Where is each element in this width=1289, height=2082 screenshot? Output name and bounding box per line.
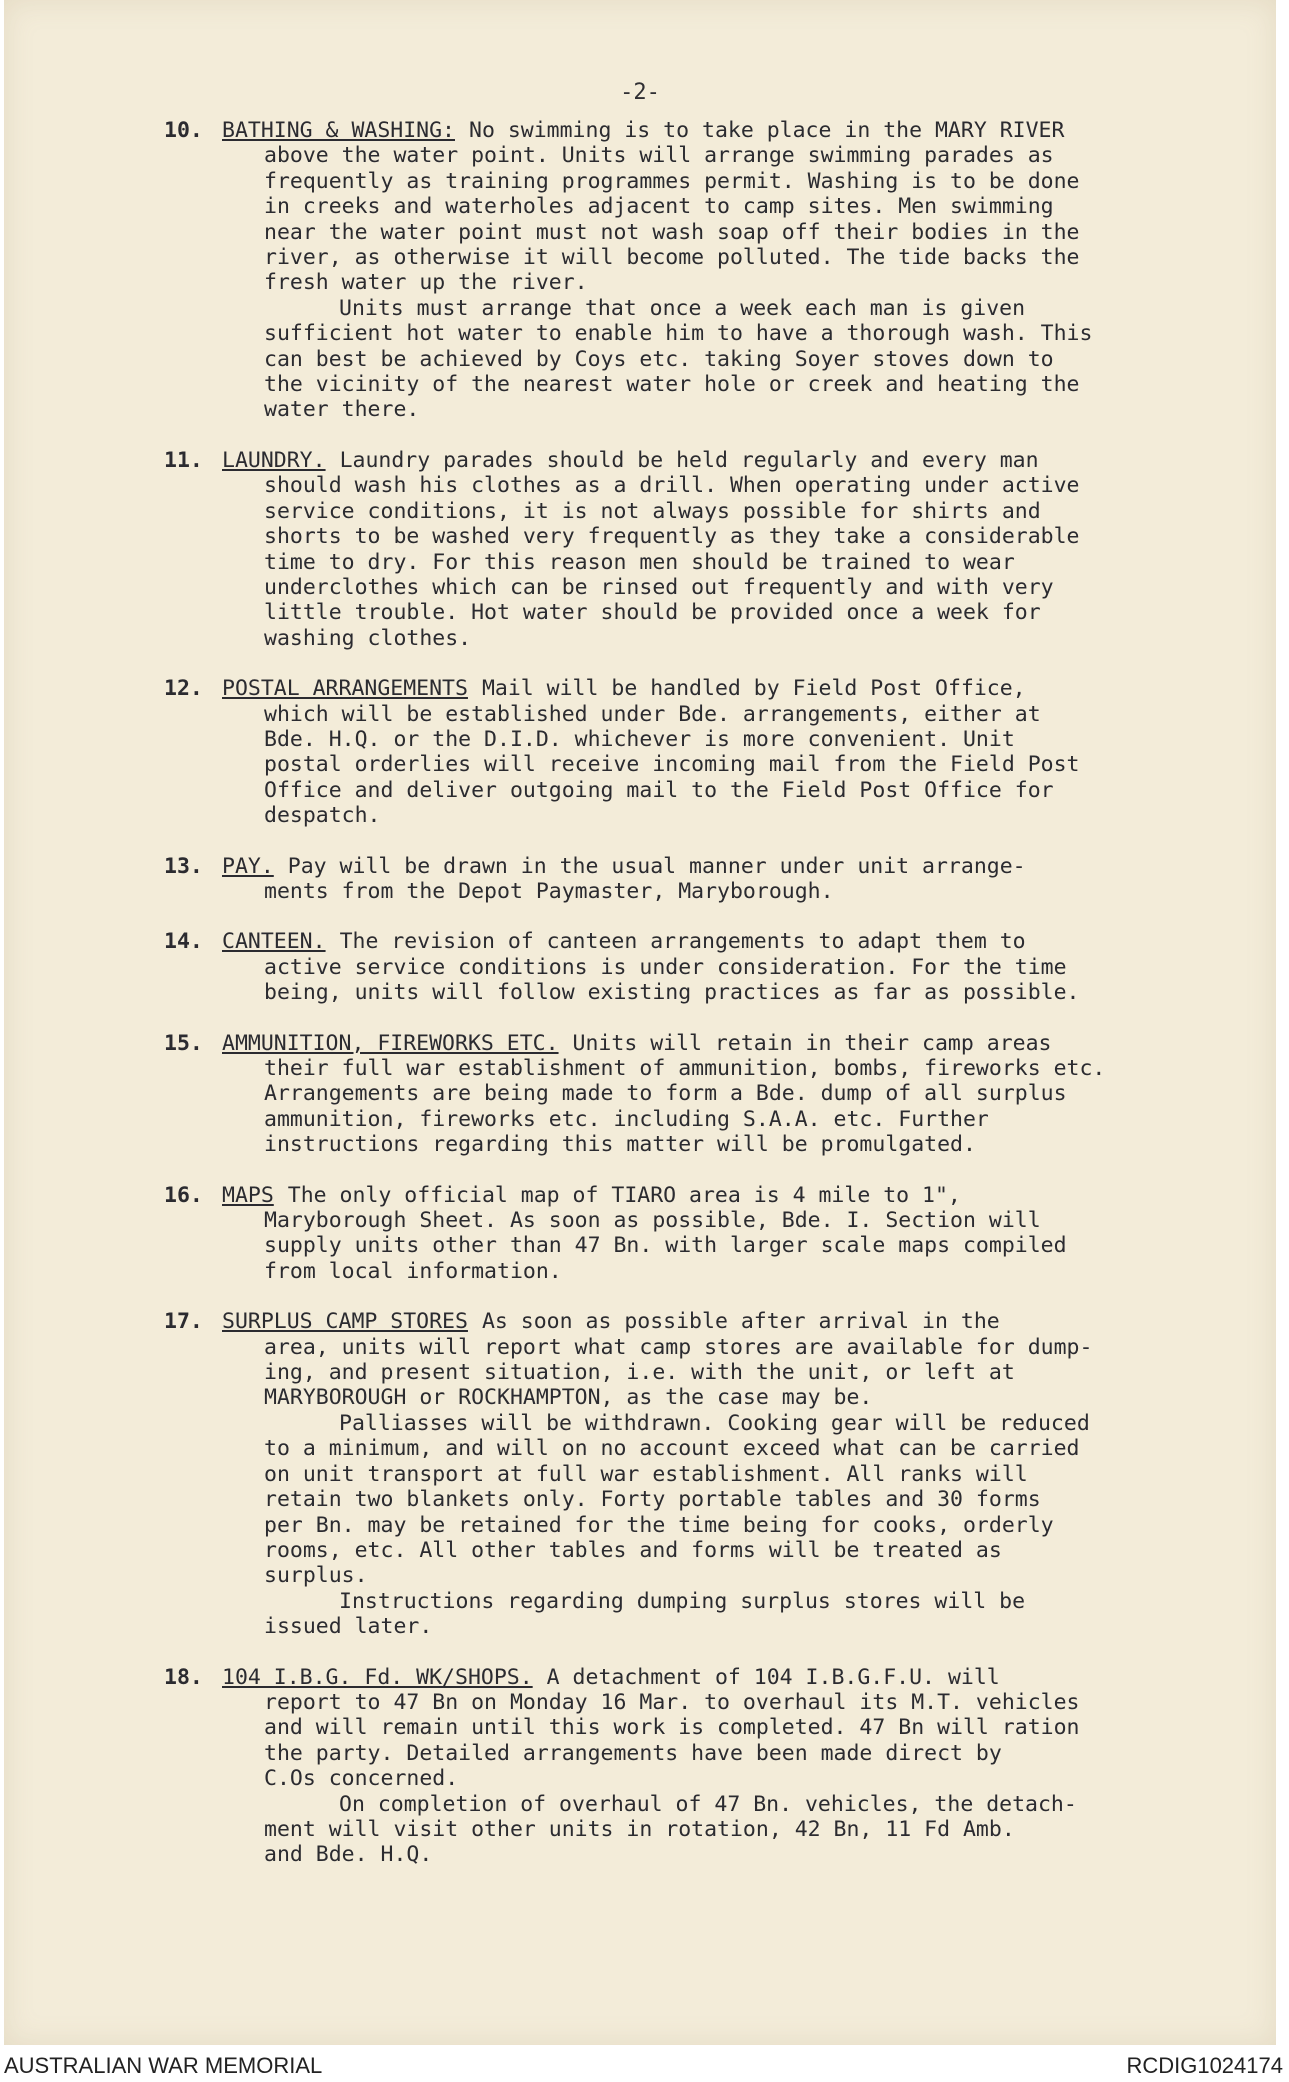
- text-line: fresh water up the river.: [264, 270, 588, 296]
- section-lead: [222, 1031, 1244, 1056]
- text-line: On completion of overhaul of 47 Bn. vehicles, the detach-: [339, 1791, 1077, 1817]
- text-line: which will be established under Bde. arrangements, either at: [264, 701, 1041, 727]
- section-lead: [222, 929, 1244, 954]
- text-line: time to dry. For this reason men should be trained to wear: [264, 549, 1015, 575]
- text-line: active service conditions is under consideration. For the time: [264, 954, 1067, 980]
- section-15: [164, 1031, 1244, 1158]
- text-line: Units must arrange that once a week each man is given: [339, 295, 1026, 321]
- section-first-line: [164, 854, 1244, 879]
- footer: [0, 2047, 1289, 2082]
- text-line: retain two blankets only. Forty portable tables and 30 forms: [264, 1487, 1041, 1513]
- text-line: area, units will report what camp stores are available for dump-: [264, 1334, 1093, 1360]
- section-number: 18.: [164, 1664, 203, 1690]
- document-sheet: [4, 0, 1276, 2045]
- section-10: [164, 118, 1244, 423]
- text-line: service conditions, it is not always possible for shirts and: [264, 498, 1041, 524]
- section-heading: SURPLUS CAMP STORES: [222, 1309, 468, 1335]
- text-line: C.Os concerned.: [264, 1766, 459, 1792]
- section-first-text: No swimming is to take place in the MARY RIVER: [469, 118, 1065, 143]
- text-line: Maryborough Sheet. As soon as possible, Bde. I. Section will: [264, 1208, 1041, 1234]
- footer-record-id: RCDIG1024174: [1126, 2053, 1283, 2078]
- section-first-line: [164, 929, 1244, 954]
- section-first-line: [164, 1309, 1244, 1334]
- section-heading: AMMUNITION, FIREWORKS ETC.: [222, 1030, 559, 1056]
- section-first-line: [164, 676, 1244, 701]
- text-line: and Bde. H.Q.: [264, 1842, 433, 1868]
- text-line: on unit transport at full war establishment. All ranks will: [264, 1461, 1028, 1487]
- text-line: Instructions regarding dumping surplus stores will be: [339, 1588, 1026, 1614]
- section-16: [164, 1183, 1244, 1285]
- text-line: Office and deliver outgoing mail to the Field Post Office for: [264, 777, 1054, 803]
- text-line: supply units other than 47 Bn. with larger scale maps compiled: [264, 1233, 1067, 1259]
- text-line: report to 47 Bn on Monday 16 Mar. to overhaul its M.T. vehicles: [264, 1689, 1080, 1715]
- text-line: underclothes which can be rinsed out frequently and with very: [264, 574, 1054, 600]
- document-body: [164, 118, 1244, 1893]
- section-first-line: [164, 1665, 1244, 1690]
- section-first-line: [164, 1183, 1244, 1208]
- text-line: the vicinity of the nearest water hole or creek and heating the: [264, 372, 1080, 398]
- text-line: issued later.: [264, 1614, 433, 1640]
- text-line: Arrangements are being made to form a Bde. dump of all surplus: [264, 1081, 1067, 1107]
- section-first-line: [164, 118, 1244, 143]
- text-line: ment will visit other units in rotation, 42 Bn, 11 Fd Amb.: [264, 1816, 1015, 1842]
- section-first-text: As soon as possible after arrival in the: [481, 1309, 1000, 1335]
- text-line: ments from the Depot Paymaster, Maryborough.: [264, 878, 834, 904]
- section-heading: LAUNDRY.: [222, 447, 326, 473]
- section-number: 15.: [164, 1030, 203, 1056]
- text-line: rooms, etc. All other tables and forms will be treated as: [264, 1537, 1002, 1563]
- text-line: water there.: [264, 397, 420, 423]
- section-number: 11.: [164, 447, 203, 473]
- text-line: ammunition, fireworks etc. including S.A.A. etc. Further: [264, 1106, 989, 1132]
- text-line: ing, and present situation, i.e. with the unit, or left at: [264, 1360, 1015, 1386]
- text-line: in creeks and waterholes adjacent to camp sites. Men swimming: [264, 194, 1054, 220]
- section-first-text: Mail will be handled by Field Post Office,: [481, 676, 1026, 702]
- section-number: 14.: [164, 929, 203, 955]
- section-lead: [222, 1183, 1244, 1208]
- text-line: frequently as training programmes permit. Washing is to be done: [264, 168, 1080, 194]
- section-first-text: The revision of canteen arrangements to adapt them to: [339, 929, 1026, 955]
- text-line: sufficient hot water to enable him to have a thorough wash. This: [264, 321, 1093, 347]
- section-14: [164, 929, 1244, 1005]
- section-lead: [222, 1309, 1244, 1334]
- text-line: postal orderlies will receive incoming mail from the Field Post: [264, 752, 1080, 778]
- section-first-text: Laundry parades should be held regularly and every man: [339, 447, 1039, 473]
- section-number: 17.: [164, 1309, 203, 1335]
- section-first-text: A detachment of 104 I.B.G.F.U. will: [546, 1664, 1000, 1690]
- section-number: 10.: [164, 118, 203, 143]
- section-heading: 104 I.B.G. Fd. WK/SHOPS.: [222, 1664, 533, 1690]
- text-line: the party. Detailed arrangements have been made direct by: [264, 1740, 1002, 1766]
- section-11: [164, 448, 1244, 651]
- section-first-line: [164, 1031, 1244, 1056]
- section-first-text: Pay will be drawn in the usual manner under unit arrange-: [287, 853, 1026, 879]
- section-heading: POSTAL ARRANGEMENTS: [222, 676, 468, 702]
- section-lead: [222, 118, 1244, 143]
- text-line: from local information.: [264, 1258, 562, 1284]
- text-line: washing clothes.: [264, 625, 472, 651]
- text-line: little trouble. Hot water should be provided once a week for: [264, 600, 1041, 626]
- text-line: shorts to be washed very frequently as they take a considerable: [264, 524, 1080, 550]
- footer-institution: AUSTRALIAN WAR MEMORIAL: [4, 2053, 323, 2078]
- section-13: [164, 854, 1244, 905]
- text-line: Palliasses will be withdrawn. Cooking gear will be reduced: [339, 1410, 1090, 1436]
- section-first-text: Units will retain in their camp areas: [572, 1030, 1052, 1056]
- section-18: [164, 1665, 1244, 1868]
- section-heading: CANTEEN.: [222, 929, 326, 955]
- page-number: -2-: [620, 80, 660, 105]
- section-lead: [222, 1665, 1244, 1690]
- text-line: despatch.: [264, 803, 381, 829]
- text-line: MARYBOROUGH or ROCKHAMPTON, as the case may be.: [264, 1385, 873, 1411]
- text-line: and will remain until this work is completed. 47 Bn will ration: [264, 1715, 1080, 1741]
- section-number: 16.: [164, 1182, 203, 1208]
- text-line: should wash his clothes as a drill. When operating under active: [264, 473, 1080, 499]
- section-first-text: The only official map of TIARO area is 4 mile to 1",: [287, 1182, 961, 1208]
- section-heading: MAPS: [222, 1182, 274, 1208]
- text-line: to a minimum, and will on no account exceed what can be carried: [264, 1436, 1080, 1462]
- section-17: [164, 1309, 1244, 1639]
- section-first-line: [164, 448, 1244, 473]
- section-number: 12.: [164, 676, 203, 702]
- section-heading: BATHING & WASHING:: [222, 118, 455, 143]
- text-line: being, units will follow existing practices as far as possible.: [264, 980, 1080, 1006]
- section-number: 13.: [164, 853, 203, 879]
- section-lead: [222, 676, 1244, 701]
- text-line: their full war establishment of ammunition, bombs, fireworks etc.: [264, 1056, 1106, 1081]
- text-line: per Bn. may be retained for the time being for cooks, orderly: [264, 1512, 1054, 1538]
- text-line: above the water point. Units will arrange swimming parades as: [264, 143, 1054, 169]
- section-12: [164, 676, 1244, 828]
- text-line: instructions regarding this matter will be promulgated.: [264, 1132, 976, 1158]
- text-line: near the water point must not wash soap off their bodies in the: [264, 219, 1080, 245]
- text-line: surplus.: [264, 1563, 368, 1589]
- text-line: can best be achieved by Coys etc. taking Soyer stoves down to: [264, 346, 1054, 372]
- text-line: Bde. H.Q. or the D.I.D. whichever is more convenient. Unit: [264, 726, 1015, 752]
- section-lead: [222, 854, 1244, 879]
- section-heading: PAY.: [222, 853, 274, 879]
- section-lead: [222, 448, 1244, 473]
- text-line: river, as otherwise it will become polluted. The tide backs the: [264, 245, 1080, 271]
